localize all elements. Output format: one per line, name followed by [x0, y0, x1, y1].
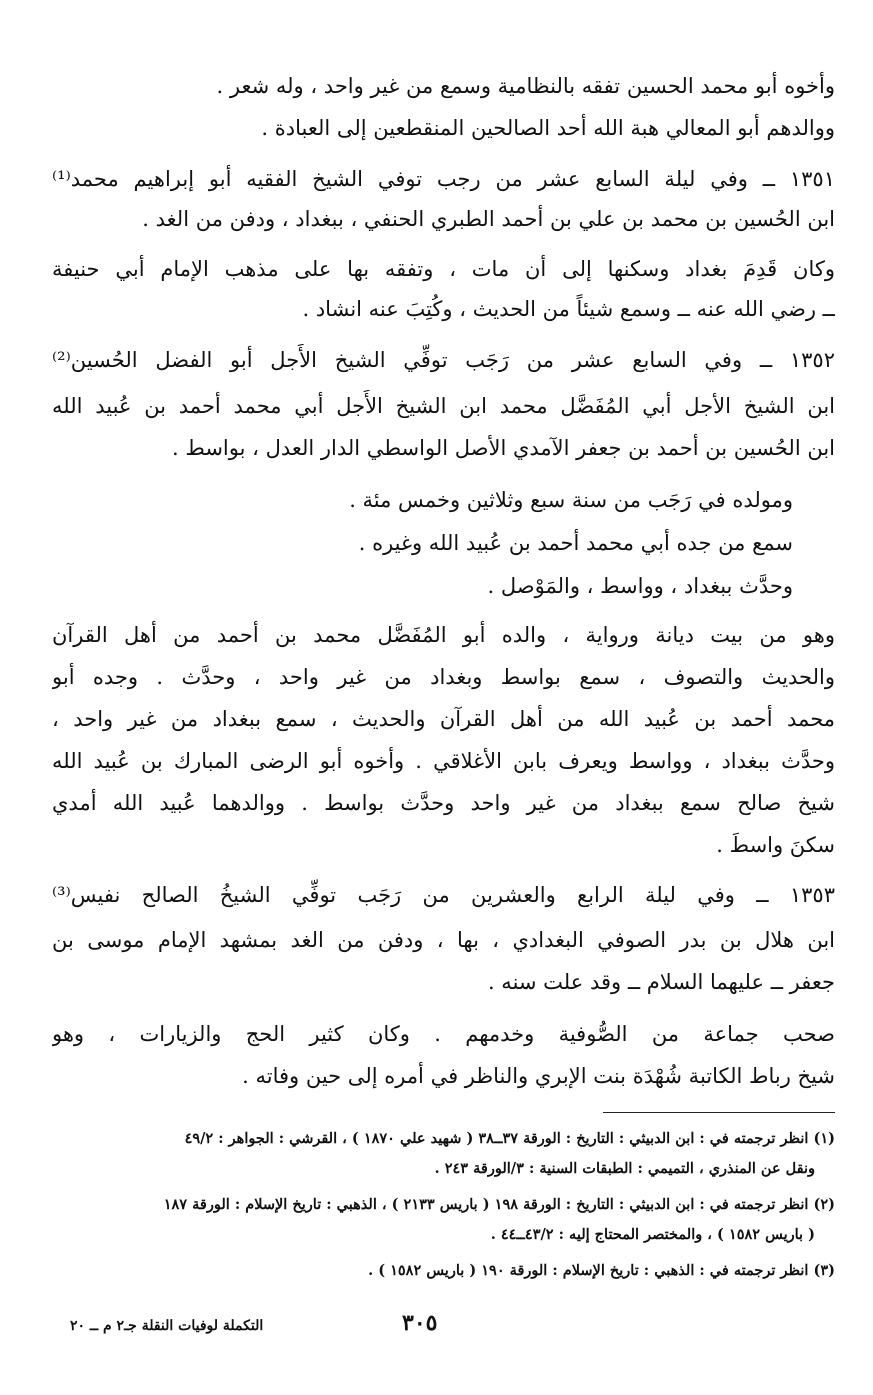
body-line: محمد أحمد بن عُبيد الله من أهل القرآن والحديث ، سمع ببغداد من غير واحد ،: [52, 707, 835, 731]
body-line: ــ رضي الله عنه ــ وسمع شيئاً من الحديث ، وكُتِبَ عنه انشاد .: [302, 297, 835, 321]
footnote-2: (٢) انظر ترجمته في : ابن الدبيثي : التاريخ : الورقة ١٩٨ ( باريس ٢١٣٣ ) ، الذهبي : تاريخ الإسلام : الورقة ١٨٧: [163, 1196, 835, 1213]
page-number: ٣٠٥: [402, 1310, 438, 1336]
body-line: وأخوه أبو محمد الحسين تفقه بالنظامية وسمع من غير واحد ، وله شعر .: [216, 74, 835, 98]
footnote-1-cont: ونقل عن المنذري ، التميمي : الطبقات السنية : ٣/الورقة ٢٤٣ .: [434, 1160, 815, 1177]
body-line: والحديث والتصوف ، سمع بواسط وبغداد من غير واحد ، وحدَّث . وجده أبو: [52, 665, 835, 689]
body-line: شيخ صالح سمع ببغداد من غير واحد وحدَّث بواسط . ووالدهما عُبيد الله أمدي: [52, 791, 835, 815]
entry-1352-heading: ١٣٥٢ ــ وفي السابع عشر من رَجَب توفِّي الشيخ الأَجل أبو الفضل الحُسين⁽²⁾: [52, 348, 835, 372]
body-line: صحب جماعة من الصُّوفية وخدمهم . وكان كثير الحج والزيارات ، وهو: [52, 1022, 835, 1046]
body-line: وحدَّث ببغداد ، وواسط ويعرف بابن الأغلاقي . وأخوه أبو الرضى المبارك بن عُبيد الله: [52, 749, 835, 773]
book-reference: التكملة لوفيات النقلة جـ٢ م ــ ٢٠: [70, 1318, 264, 1334]
body-line: سكنَ واسطَ .: [716, 833, 835, 857]
body-line: ووالدهم أبو المعالي هبة الله أحد الصالحين المنقطعين إلى العبادة .: [261, 116, 835, 140]
body-line: ابن الحُسين بن محمد بن علي بن أحمد الطبري الحنفي ، ببغداد ، ودفن من الغد .: [142, 207, 835, 231]
body-line: شيخ رباط الكاتبة شُهْدَة بنت الإبري والناظر في أمره إلى حين وفاته .: [242, 1064, 835, 1088]
body-line: وكان قَدِمَ بغداد وسكنها إلى أن مات ، وتفقه بها على مذهب الإمام أبي حنيفة: [52, 257, 835, 281]
body-line: سمع من جده أبي محمد أحمد بن عُبيد الله وغيره .: [358, 531, 793, 555]
entry-1351-heading: ١٣٥١ ــ وفي ليلة السابع عشر من رجب توفي الشيخ الفقيه أبو إبراهيم محمد⁽¹⁾: [52, 167, 835, 191]
footnote-1: (١) انظر ترجمته في : ابن الدبيثي : التاريخ : الورقة ٣٧ــ٣٨ ( شهيد علي ١٨٧٠ ) ، القرشي : الجواهر : ٤٩/٢: [184, 1130, 835, 1147]
body-line: وحدَّث ببغداد ، وواسط ، والمَوْصل .: [487, 574, 793, 598]
footnote-3: (٣) انظر ترجمته في : الذهبي : تاريخ الإسلام : الورقة ١٩٠ ( باريس ١٥٨٢ ) .: [368, 1262, 835, 1279]
body-line: وهو من بيت ديانة ورواية ، والده أبو المُفَضَّل محمد بن أحمد من أهل القرآن: [52, 623, 835, 647]
footnote-2-cont: ( باريس ١٥٨٢ ) ، والمختصر المحتاج إليه : ٤٣/٢ــ٤٤ .: [490, 1226, 815, 1243]
body-line: ابن هلال بن بدر الصوفي البغدادي ، بها ، ودفن من الغد بمشهد الإمام موسى بن: [52, 928, 835, 952]
body-line: ابن الشيخ الأجل أبي المُفَضَّل محمد ابن الشيخ الأَجل أبي محمد أحمد بن عُبيد الله: [52, 394, 835, 418]
body-line: ابن الحُسين بن أحمد بن جعفر الآمدي الأصل الواسطي الدار العدل ، بواسط .: [172, 436, 835, 460]
body-line: ومولده في رَجَب من سنة سبع وثلاثين وخمس مئة .: [349, 488, 793, 512]
entry-1353-heading: ١٣٥٣ ــ وفي ليلة الرابع والعشرين من رَجَب توفِّي الشيخُ الصالح نفيس⁽³⁾: [52, 883, 835, 907]
body-line: جعفر ــ عليهما السلام ــ وقد علت سنه .: [487, 970, 835, 994]
footnote-separator: [603, 1112, 835, 1113]
